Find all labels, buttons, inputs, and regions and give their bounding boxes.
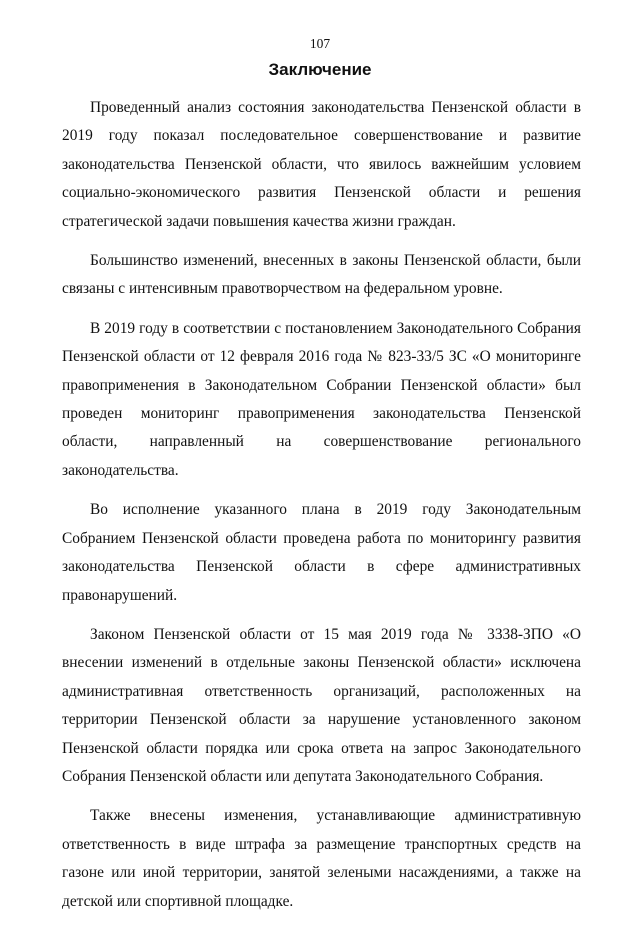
paragraph-3: В 2019 году в соответствии с постановлением Законодательного Собрания Пензенской области от 12 февраля 2016 года № 823-33/5 ЗС «О мониторинге правоприменения в Законодательном Собрании Пензенской области» был проведен мониторинг правоприменения законодательства Пензенской области, направленный на совершенствование регионального законодательства. [62, 319, 581, 479]
paragraph-4: Во исполнение указанного плана в 2019 году Законодательным Собранием Пензенской области проведена работа по мониторингу развития законодательства Пензенской области в сфере административных правонарушений. [62, 501, 581, 604]
paragraph-1: Проведенный анализ состояния законодательства Пензенской области в 2019 году показал последовательное совершенствование и развитие законодательства Пензенской области, что явилось важнейшим условием социально-экономического развития Пензенской области и решения стратегической задачи повышения качества жизни граждан. [62, 99, 581, 230]
paragraph-5: Законом Пензенской области от 15 мая 2019 года № 3338-ЗПО «О внесении изменений в отдельные законы Пензенской области» исключена административная ответственность организаций, расположенных на территории Пензенской области за нарушение установленного законом Пензенской области порядка или срока ответа на запрос Законодательного Собрания Пензенской области или депутата Законодательного Собрания. [62, 625, 581, 785]
page-number: 107 [309, 36, 331, 51]
page-title: Заключение [268, 60, 372, 79]
document-body [62, 94, 581, 927]
paragraph-6: Также внесены изменения, устанавливающие административную ответственность в виде штрафа за размещение транспортных средств на газоне или иной территории, занятой зелеными насаждениями, а также на детской или спортивной площадке. [62, 807, 581, 910]
paragraph-2: Большинство изменений, внесенных в законы Пензенской области, были связаны с интенсивным правотворчеством на федеральном уровне. [62, 252, 581, 298]
